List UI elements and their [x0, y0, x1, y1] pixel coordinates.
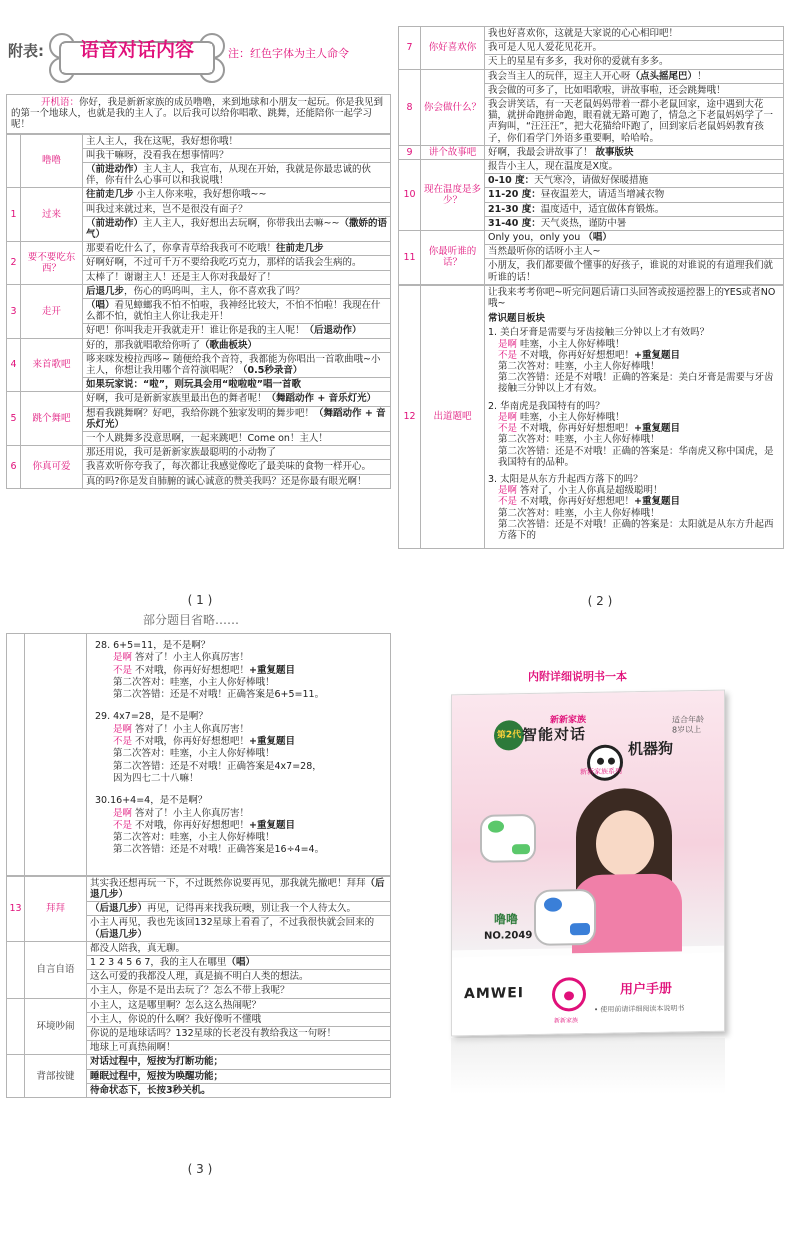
- dialogue-segment: 不对哦，你再好好想想吧！: [132, 819, 250, 831]
- response-line: [83, 432, 391, 446]
- dialogue-segment: 是啊: [113, 723, 133, 735]
- dialogue-segment: +重复题目: [634, 423, 681, 435]
- row-command: 拜拜: [25, 876, 87, 941]
- bone-title-badge: [48, 32, 226, 84]
- dialogue-segment: （撒娇的语气）: [86, 217, 387, 241]
- dialogue-segment: （后退几步）: [90, 928, 148, 940]
- dialogue-segment: 好啊，我最会讲故事了！: [488, 146, 596, 158]
- dialogue-segment: 第二次答对：哇塞，小主人你好棒哦！: [113, 832, 275, 844]
- dialogue-segment: +重复题目: [249, 736, 296, 748]
- dialogue-segment: 31-40 度：: [488, 217, 541, 229]
- response-line: [485, 188, 784, 202]
- product-name-1: 智能对话: [522, 725, 587, 745]
- response-line: [87, 876, 391, 901]
- response-line: [485, 145, 784, 159]
- row-no: 11: [399, 231, 421, 285]
- dialogue-segment: 故事版块: [595, 146, 634, 158]
- left-dialogue-table: [6, 94, 391, 489]
- dialogue-segment: 我会做的可多了，比如唱歌啦，讲故事啦，还会跳舞哦！: [488, 84, 726, 96]
- row-no: 3: [7, 284, 21, 338]
- dialogue-segment: 28. 6+5=11，是不是啊？: [95, 640, 211, 651]
- row-no: 9: [399, 145, 421, 159]
- response-line: [87, 970, 391, 984]
- dialogue-segment: 1 2 3 4 5 6 7，我的主人在哪里: [90, 956, 227, 968]
- model-number: NO.2049: [484, 929, 533, 942]
- response-line: [87, 902, 391, 916]
- caption-1: ( 1 ): [187, 593, 213, 607]
- dialogue-segment: 第二次答对：哇塞，小主人你好棒哦！: [498, 507, 660, 519]
- row-no: [7, 941, 25, 998]
- dialogue-segment: 都没人陪我，真无聊。: [90, 942, 186, 954]
- response-line: [485, 160, 784, 174]
- table-row: [399, 231, 784, 245]
- response-line: [87, 998, 391, 1012]
- row-command: 走开: [21, 284, 83, 338]
- dialogue-segment: 答对了！小主人你真厉害！: [132, 807, 250, 819]
- response-line: [83, 378, 391, 392]
- response-line: [485, 98, 784, 146]
- dialogue-segment: 第二次答错：还是不对哦！正确的答案是：华南虎又称中国虎，是我国特有的品种。: [498, 445, 774, 468]
- dialogue-segment: （点头摇尾巴）: [630, 70, 698, 82]
- dialogue-segment: 第二次答对：哇塞，小主人你好棒哦！: [498, 361, 660, 373]
- table-row: [7, 998, 391, 1012]
- dialogue-segment: 不是: [498, 496, 518, 508]
- response-line: [87, 1041, 391, 1055]
- dialogue-segment: 太棒了！谢谢主人！还是主人你对我最好了！: [86, 271, 277, 283]
- dialogue-segment: 第二次答对：哇塞，小主人你好棒哦！: [113, 676, 275, 688]
- row-command: 现在温度是多少？: [421, 160, 485, 231]
- dialogue-segment: 这么可爱的我都没人理，真是搞不明白人类的想法。: [90, 971, 309, 983]
- response-line: [485, 55, 784, 69]
- right-dialogue-table: [398, 26, 784, 549]
- dialogue-segment: 如果玩家说：“啦”，则玩具会用“啦啦啦”唱一首歌: [86, 379, 301, 391]
- series-sub: 新新家族系列: [580, 767, 622, 777]
- dialogue-segment: 看见蟑螂我不怕不怕啦，我神经比较大，不怕不怕啦！我现在什么都不怕，就怕主人你让我走开！: [86, 300, 381, 323]
- response-line: [83, 406, 391, 431]
- row-command: 你最听谁的话？: [421, 231, 485, 285]
- response-line: [83, 188, 391, 202]
- response-line: [485, 259, 784, 284]
- dialogue-segment: 是啊: [498, 411, 518, 423]
- product-name-2: 机器狗: [628, 739, 674, 759]
- intro-command: 开机语：: [41, 97, 80, 108]
- intro-cell: [7, 95, 391, 134]
- response-line: [485, 83, 784, 97]
- dialogue-segment: （唱）: [86, 300, 115, 312]
- dialogue-segment: 2. 华南虎是我国特有的吗？: [488, 400, 605, 412]
- quiz-cell: [485, 285, 784, 548]
- response-line: [83, 202, 391, 216]
- dialogue-segment: 21-30 度：: [488, 203, 541, 215]
- row-no: [7, 134, 21, 188]
- dialogue-segment: 当然最听你的话呀小主人~: [488, 246, 601, 258]
- quiz-section: 常识题目板块: [488, 313, 546, 325]
- dialogue-segment: （后退几步）: [90, 903, 148, 915]
- quiz-item: [95, 795, 384, 856]
- dialogue-segment: 不是: [498, 423, 518, 435]
- header-prefix: 附表:: [8, 42, 44, 60]
- row-command: 讲个故事吧: [421, 145, 485, 159]
- dialogue-segment: 第二次答错：还是不对哦！正确答案是4x7=28，: [113, 760, 322, 772]
- dialogue-segment: 不是: [113, 664, 133, 676]
- row-no: 4: [7, 338, 21, 392]
- intro-text: 你好，我是新新家族的成员噜噜，来到地球和小朋友一起玩。你是我见到的第一个地球人，也就是我的主人了。以后我可以给你唱歌、跳舞，还能陪你一起学习呢！: [11, 97, 384, 131]
- response-line: [83, 134, 391, 148]
- dialogue-segment: 往前走几步: [276, 243, 324, 255]
- table-row: [7, 338, 391, 352]
- booklet-caption: 内附详细说明书一本: [528, 670, 627, 683]
- dialogue-segment: 我会讲笑话，有一天老鼠妈妈带着一群小老鼠回家，途中遇到大花猫，就拼命跑拼命跑，眼看就无路可跑了，情急之下老鼠妈妈学了一声狗叫，“汪汪汪”，把大花猫给吓跑了，回到家后老鼠妈妈教育孩子，你们看学门外语多重要啊，哈哈哈。: [488, 99, 774, 144]
- response-line: [83, 460, 391, 474]
- table-row: [7, 134, 391, 148]
- dialogue-segment: 小主人再见，我也先该回132星球上看看了，不过我很快就会回来的: [90, 917, 375, 929]
- response-line: [83, 446, 391, 460]
- generation-badge: 第2代: [494, 720, 524, 751]
- response-line: [83, 270, 391, 284]
- dialogue-segment: 30.16+4=4，是不是啊？: [95, 795, 208, 807]
- dialogue-segment: 第二次答错：还是不对哦！正确答案是16÷4=4。: [113, 844, 325, 856]
- row-no: 1: [7, 188, 21, 242]
- age-label: 适合年龄 8岁以上: [672, 714, 704, 735]
- table-row: [7, 1055, 391, 1069]
- row-no: 12: [399, 285, 421, 548]
- table-row: [7, 446, 391, 460]
- response-line: [485, 231, 784, 245]
- dialogue-segment: （唱）: [583, 232, 612, 244]
- row-no: 13: [7, 876, 25, 941]
- quiz-item: [488, 327, 780, 394]
- dialogue-segment: 真的吗?你是发自肺腑的诚心诚意的赞美我吗？还是你最有眼光啊！: [86, 475, 367, 487]
- response-line: [83, 392, 391, 406]
- dialogue-segment: （歌曲板块）: [200, 339, 258, 351]
- dialogue-segment: 那要看吃什么了，你拿青草给我我可不吃哦！: [86, 243, 277, 255]
- response-line: [83, 242, 391, 256]
- dialogue-segment: 不对哦，你再好好想想吧！: [517, 496, 635, 508]
- booklet-reflection: [451, 1038, 725, 1094]
- dialogue-segment: 后退几步: [86, 285, 125, 297]
- response-line: [485, 216, 784, 230]
- dialogue-segment: 小主人你来啦，我好想你哦~~: [133, 189, 267, 201]
- quiz-item: [488, 401, 780, 468]
- dialogue-segment: 答对了，小主人你真是超级聪明！: [517, 485, 663, 497]
- dialogue-segment: 第二次答错：还是不对哦！正确的答案是：太阳就是从东方升起西方落下的: [498, 518, 774, 541]
- response-line: [83, 216, 391, 241]
- response-line: [87, 955, 391, 969]
- dialogue-segment: 好啊，我可是新新家族里最出色的舞者呢！: [86, 393, 267, 405]
- row-no: 6: [7, 446, 21, 489]
- robot-dog-blue: [534, 889, 596, 946]
- row-command: 要不要吃东西？: [21, 242, 83, 285]
- dialogue-segment: 答对了！小主人你真厉害！: [132, 652, 250, 664]
- dialogue-segment: 我喜欢听你夸我了，每次都让我感觉像吃了最美味的食物一样开心。: [86, 461, 372, 473]
- dialogue-segment: （后退动作）: [304, 325, 362, 337]
- response-line: [87, 1069, 391, 1083]
- dialogue-segment: 地球上可真热闹啊！: [90, 1042, 176, 1054]
- dialogue-segment: 其实我还想再玩一下，不过既然你说要再见，那我就先撤吧！拜拜: [90, 877, 366, 889]
- dialogue-segment: 温度适中，适宜做体育锻炼。: [540, 203, 665, 215]
- dialogue-segment: 叫我过来就过来，岂不是很没有面子？: [86, 203, 248, 215]
- row-no: 7: [399, 27, 421, 70]
- dialogue-segment: +重复题目: [249, 819, 296, 831]
- dialogue-segment: 不对哦，你再好好想想吧！: [517, 423, 635, 435]
- dialogue-segment: ，伤心的呜呜叫，主人，你不喜欢我了吗？: [124, 285, 305, 297]
- dialogue-segment: （前进动作）: [86, 217, 144, 229]
- response-line: [485, 41, 784, 55]
- dialogue-segment: 天气寒冷，请做好保暖措施: [534, 175, 649, 187]
- header-note: 注：红色字体为主人命令: [228, 47, 349, 60]
- dialogue-segment: 第二次答对：哇塞，小主人你好棒哦！: [498, 434, 660, 446]
- dialogue-segment: 想看我跳舞啊？好吧，我给你跳个独家发明的舞步吧！: [86, 407, 315, 419]
- dialogue-segment: 不对哦，你再好好想想吧！: [132, 664, 250, 676]
- response-line: [83, 299, 391, 324]
- dialogue-segment: 是啊: [498, 485, 518, 497]
- quiz-item: [95, 640, 384, 701]
- dialogue-segment: 小主人，你说的什么啊？我好像听不懂哦: [90, 1013, 262, 1025]
- dialogue-segment: 0-10 度：: [488, 175, 535, 187]
- dialogue-segment: Only you，only you: [488, 232, 584, 244]
- dialogue-segment: 小主人，这是哪里啊？怎么这么热闹呢？: [90, 999, 262, 1011]
- table-row: [7, 941, 391, 955]
- table-row: [399, 69, 784, 83]
- response-line: [87, 1012, 391, 1026]
- dialogue-segment: 不是: [498, 349, 518, 361]
- robot-dog-green: [480, 814, 536, 863]
- table-row: [399, 145, 784, 159]
- table-row: [7, 242, 391, 256]
- dialogue-segment: 哆来咪发梭拉西哆~ 随便给我个音符，我都能为你唱出一首歌曲哦~小主人，你想让我用哪个音符演唱呢？: [86, 353, 381, 377]
- dialogue-segment: 再见，记得再来找我玩噢，别让我一个人待太久。: [147, 903, 357, 915]
- response-line: [485, 202, 784, 216]
- dialogue-segment: 11-20 度：: [488, 189, 541, 201]
- dialogue-segment: 29. 4x7=28，是不是啊？: [95, 711, 208, 723]
- dialogue-segment: +重复题目: [634, 349, 681, 361]
- quiz-item: [488, 474, 780, 541]
- response-line: [485, 69, 784, 83]
- row-no: 10: [399, 160, 421, 231]
- response-line: [485, 27, 784, 41]
- row-command: 你好喜欢你: [421, 27, 485, 70]
- row-no: 8: [399, 69, 421, 145]
- dialogue-segment: 主人主人，我好想出去玩啊，你带我出去嘛~~: [143, 217, 340, 229]
- row-command: 你真可爱: [21, 446, 83, 489]
- table-row: [399, 27, 784, 41]
- table-row: [7, 188, 391, 202]
- dialogue-segment: 因为四七二十八嘛！: [113, 772, 199, 784]
- response-line: [83, 256, 391, 270]
- row-no: 2: [7, 242, 21, 285]
- row-command: 噜噜: [21, 134, 83, 188]
- dialogue-segment: 天上的星星有多多，我对你的爱就有多多。: [488, 56, 669, 68]
- response-line: [83, 148, 391, 162]
- response-line: [87, 1026, 391, 1040]
- dialogue-segment: 3. 太阳是从东方升起西方落下的吗？: [488, 473, 643, 485]
- caption-2: ( 2 ): [587, 594, 613, 608]
- dialogue-segment: 你说的是地球话吗？132星球的长老没有教给我这一句呀！: [90, 1027, 337, 1039]
- dialogue-segment: 1. 美白牙膏是需要与牙齿接触三分钟以上才有效吗？: [488, 327, 710, 339]
- dialogue-segment: 不是: [113, 736, 133, 748]
- response-line: [485, 245, 784, 259]
- dialogue-segment: （前进动作）: [86, 164, 144, 176]
- row-no: [7, 1055, 25, 1098]
- dialogue-segment: 叫我干嘛呀，没看我在想事情吗？: [86, 149, 229, 161]
- table-row: [7, 876, 391, 901]
- dialogue-segment: 好的，那我就唱歌给你听了: [86, 339, 201, 351]
- dialogue-segment: 主人主人，我在这呢，我好想你哦！: [86, 135, 239, 147]
- dialogue-segment: （舞蹈动作 + 音乐灯光）: [266, 393, 377, 405]
- dialogue-segment: 第二次答错：还是不对哦！正确答案是6+5=11。: [113, 689, 325, 701]
- dog-name: 噜噜: [494, 912, 519, 927]
- dialogue-segment: （舞蹈动作 + 音乐灯光）: [86, 407, 386, 430]
- dialogue-segment: +重复题目: [249, 664, 296, 676]
- dialogue-segment: 是啊: [113, 652, 133, 664]
- quiz-intro: 让我来考考你吧~听完问题后请口头回答或按遥控器上的YES或者NO哦~: [488, 286, 776, 310]
- bottom-dialogue-table: [6, 633, 391, 1098]
- row-command: 来首歌吧: [21, 338, 83, 392]
- response-line: [87, 941, 391, 955]
- row-command: 跳个舞吧: [21, 392, 83, 446]
- brand-logo: AMWEI: [464, 985, 524, 1003]
- row-no: [7, 998, 25, 1055]
- dialogue-segment: 第二次答错：还是不对哦！正确的答案是：美白牙膏是需要与牙齿接触三分钟以上才有效。: [498, 372, 774, 395]
- response-line: [485, 174, 784, 188]
- dialogue-segment: 是啊: [113, 807, 133, 819]
- dialogue-segment: （唱）: [226, 956, 255, 968]
- dialogue-segment: 报告小主人，现在温度是X度。: [488, 161, 619, 173]
- dialogue-segment: （后退几步）: [90, 877, 385, 900]
- dialogue-segment: 小朋友，我们都要做个懂事的好孩子，谁说的对谁说的有道理我们就听谁的话！: [488, 260, 774, 283]
- dialogue-segment: 天气炎热，谨防中暑: [540, 217, 627, 229]
- dialogue-segment: 那还用说，我可是新新家族最聪明的小动物了: [86, 447, 277, 459]
- table-row: [399, 160, 784, 174]
- brand-name-2: 新新家族: [554, 1017, 579, 1025]
- caption-3: ( 3 ): [187, 1162, 213, 1176]
- dialogue-segment: 不对哦，你再好好想想吧！: [517, 349, 635, 361]
- row-command: 环境吵闹: [25, 998, 87, 1055]
- manual-booklet: [451, 690, 725, 1037]
- row-no: 5: [7, 392, 21, 446]
- dialogue-segment: 我也好喜欢你，这就是大家说的心心相印吧！: [488, 28, 679, 39]
- dialogue-segment: 是啊: [498, 338, 518, 350]
- dialogue-segment: 第二次答对：哇塞，小主人你好棒哦！: [113, 748, 275, 760]
- omitted-note: 部分题目省略……: [143, 613, 240, 627]
- dialogue-segment: 好啊好啊，不过可千万不要给我吃巧克力，那样的话我会生病的。: [86, 257, 362, 269]
- dialogue-segment: 小主人，你是不是出去玩了？怎么不带上我呢？: [90, 985, 290, 997]
- response-line: [83, 474, 391, 488]
- dialogue-segment: 待命状态下，长按3秒关机。: [90, 1084, 211, 1096]
- dialogue-segment: （0.5秒录音）: [238, 365, 303, 377]
- dialogue-segment: 答对了！小主人你真厉害！: [132, 723, 250, 735]
- table-row: [7, 392, 391, 406]
- table-row: [7, 284, 391, 298]
- math-quiz-cell: [87, 634, 391, 876]
- response-line: [83, 338, 391, 352]
- dialogue-segment: 对话过程中，短按为打断功能；: [90, 1056, 224, 1068]
- row-command: 过来: [21, 188, 83, 242]
- manual-note: • 使用前请详细阅读本说明书: [594, 1004, 685, 1014]
- response-line: [87, 984, 391, 998]
- series-label: 新新家族: [550, 715, 587, 726]
- response-line: [83, 324, 391, 338]
- dialogue-segment: 一个人跳舞多没意思啊，一起来跳吧！Come on！主人！: [86, 433, 328, 445]
- dialogue-segment: 好吧！你叫我走开我就走开！谁让你是我的主人呢！: [86, 325, 305, 337]
- header-title: 语音对话内容: [79, 39, 194, 61]
- row-command: 背部按键: [25, 1055, 87, 1098]
- response-line: [83, 163, 391, 188]
- manual-title: 用户手册: [620, 981, 673, 998]
- dialogue-segment: 我可是人见人爱花见花开。: [488, 42, 603, 54]
- dialogue-segment: ！: [697, 70, 707, 82]
- dialogue-segment: 不是: [113, 819, 133, 831]
- dialogue-segment: +重复题目: [634, 496, 681, 508]
- row-command: 出道题吧: [421, 285, 485, 548]
- dialogue-segment: 不对哦，你再好好想想吧！: [132, 736, 250, 748]
- response-line: [87, 1083, 391, 1097]
- row-command: 你会做什么？: [421, 69, 485, 145]
- dialogue-segment: 哇塞，小主人你好棒哦！: [517, 411, 625, 423]
- dialogue-segment: 昼夜温差大，请适当增减衣物: [540, 189, 665, 201]
- dialogue-segment: 往前走几步: [86, 189, 134, 201]
- row-command: 自言自语: [25, 941, 87, 998]
- response-line: [87, 916, 391, 941]
- dialogue-segment: 主人主人，我宣布，从现在开始，我就是你最忠诚的伙伴，你有什么心事可以和我说哦！: [86, 164, 372, 187]
- dialogue-segment: 哇塞，小主人你好棒哦！: [517, 338, 625, 350]
- response-line: [83, 352, 391, 377]
- response-line: [83, 284, 391, 298]
- dialogue-segment: 我会当主人的玩伴，逗主人开心呀: [488, 70, 631, 82]
- quiz-item: [95, 711, 384, 785]
- response-line: [87, 1055, 391, 1069]
- dialogue-segment: 睡眠过程中，短按为唤醒功能；: [90, 1070, 224, 1082]
